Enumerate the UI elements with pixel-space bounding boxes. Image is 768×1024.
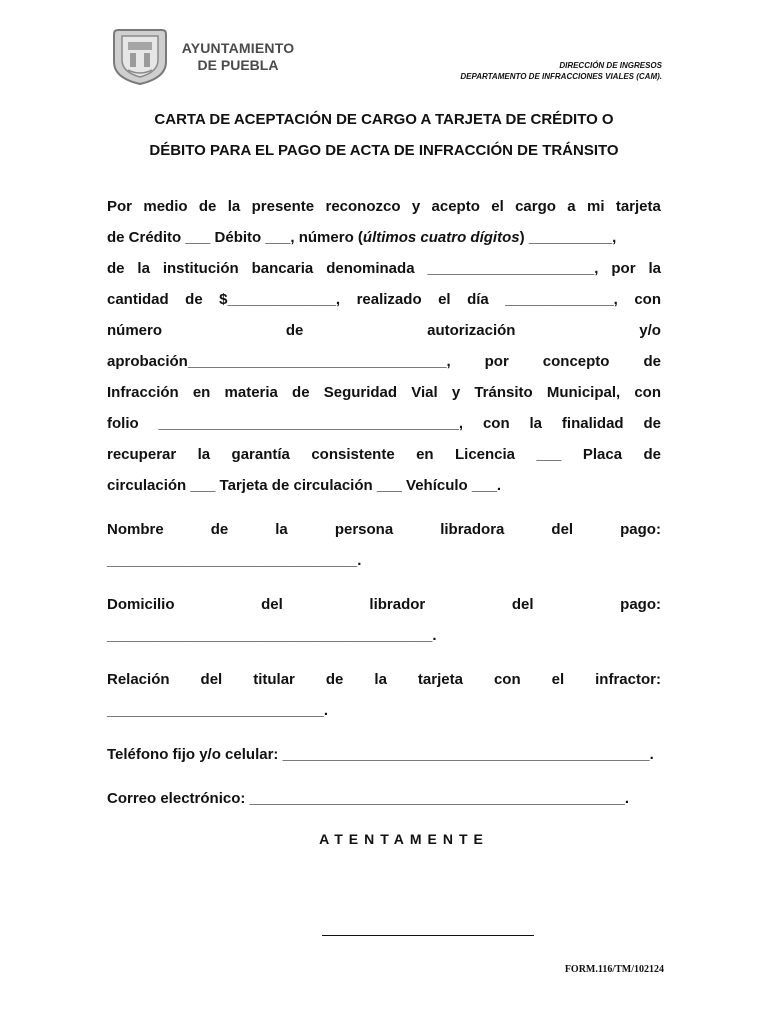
word: con: [634, 291, 661, 308]
phone-field[interactable]: Teléfono fijo y/o celular: ____________________________________________.: [107, 746, 654, 763]
body-line-2: [107, 222, 661, 253]
phone-section: [107, 739, 661, 770]
word: infractor:: [595, 671, 661, 688]
word: Licencia: [455, 446, 516, 463]
word: del: [261, 596, 283, 613]
payer-address-section: [107, 589, 661, 651]
word: bancaria: [251, 260, 314, 277]
word: Domicilio: [107, 596, 175, 613]
word: cargo: [515, 198, 556, 215]
word: librador: [369, 596, 426, 613]
relationship-field[interactable]: __________________________.: [107, 702, 329, 719]
word: por: [484, 353, 509, 370]
word: Infracción: [107, 384, 179, 401]
word: en: [192, 384, 211, 401]
body-line-2a: de Crédito ___ Débito ___, número (: [107, 229, 363, 246]
word: con: [493, 671, 521, 688]
payer-name-label: [107, 514, 661, 545]
word: de: [325, 671, 344, 688]
word: autorización: [427, 322, 516, 339]
payer-name-field[interactable]: ______________________________.: [107, 552, 362, 569]
document-title: [60, 104, 708, 166]
word: consistente: [311, 446, 395, 463]
word: ___: [536, 446, 562, 463]
body-line-3: [107, 253, 661, 284]
word: a: [567, 198, 576, 215]
body-line-8: [107, 408, 661, 439]
word: Nombre: [107, 521, 164, 538]
body-line-1: [107, 191, 661, 222]
word: Municipal,: [546, 384, 621, 401]
body-line-7: [107, 377, 661, 408]
title-line-2: DÉBITO PARA EL PAGO DE ACTA DE INFRACCIÓN DE TRÁNSITO: [149, 142, 619, 159]
dept-line-1: DIRECCIÓN DE INGRESOS: [559, 61, 662, 70]
word: del: [511, 596, 534, 613]
word: realizado: [356, 291, 422, 308]
word: finalidad: [561, 415, 624, 432]
word: titular: [253, 671, 295, 688]
email-section: [107, 783, 661, 814]
word: de: [210, 521, 229, 538]
word: y: [411, 198, 421, 215]
word: ____________________,: [427, 260, 599, 277]
word: $_____________,: [219, 291, 341, 308]
word: la: [137, 260, 150, 277]
email-field[interactable]: Correo electrónico: _____________________________________________.: [107, 790, 630, 807]
word: tarjeta: [417, 671, 463, 688]
word: de: [292, 384, 310, 401]
payer-address-field[interactable]: _______________________________________.: [107, 627, 437, 644]
word: Seguridad: [323, 384, 398, 401]
word: Vial: [411, 384, 438, 401]
word: y: [451, 384, 461, 401]
word: pago:: [620, 521, 661, 538]
word: reconozco: [325, 198, 401, 215]
body-line-10: circulación ___ Tarjeta de circulación ___ Vehículo ___.: [107, 477, 502, 494]
word: el: [551, 671, 565, 688]
org-line-1: AYUNTAMIENTO: [181, 40, 295, 56]
word: folio: [107, 415, 139, 432]
word: con: [482, 415, 510, 432]
word: de: [185, 291, 203, 308]
word: de: [643, 353, 661, 370]
word: libradora: [440, 521, 505, 538]
word: de: [643, 415, 661, 432]
word: presente: [251, 198, 315, 215]
word: de: [285, 322, 304, 339]
word: el: [438, 291, 451, 308]
word: por: [611, 260, 636, 277]
word: la: [227, 198, 241, 215]
document-body: [107, 191, 661, 814]
word: Placa: [582, 446, 623, 463]
word: la: [197, 446, 211, 463]
word: de: [643, 446, 661, 463]
word: cantidad: [107, 291, 169, 308]
word: en: [416, 446, 434, 463]
word: pago:: [620, 596, 661, 613]
body-line-9: [107, 439, 661, 470]
organization-name: [178, 40, 298, 74]
word: de: [198, 198, 217, 215]
word: aprobación_______________________________,: [107, 353, 451, 370]
word: garantía: [231, 446, 290, 463]
word: la: [374, 671, 387, 688]
body-line-2c: ) __________,: [519, 229, 617, 246]
word: mi: [586, 198, 605, 215]
word: del: [200, 671, 223, 688]
closing-salutation: ATENTAMENTE: [319, 831, 489, 847]
word: número: [107, 322, 163, 339]
word: Tránsito: [474, 384, 533, 401]
payer-address-label: [107, 589, 661, 620]
word: acepto: [431, 198, 480, 215]
word: Por: [107, 198, 133, 215]
word: día: [467, 291, 489, 308]
word: institución: [162, 260, 239, 277]
word: materia: [224, 384, 278, 401]
word: Relación: [107, 671, 170, 688]
body-line-6: [107, 346, 661, 377]
word: concepto: [542, 353, 610, 370]
word: de: [107, 260, 125, 277]
org-line-2: DE PUEBLA: [197, 57, 279, 73]
word: y/o: [639, 322, 661, 339]
word: del: [551, 521, 574, 538]
dept-line-2: DEPARTAMENTO DE INFRACCIONES VIALES (CAM).: [460, 72, 662, 81]
body-line-4: [107, 284, 661, 315]
word: ____________________________________,: [158, 415, 464, 432]
payer-name-section: [107, 514, 661, 576]
body-line-2b: últimos cuatro dígitos: [362, 229, 520, 246]
coat-of-arms-icon: [110, 26, 170, 86]
word: medio: [143, 198, 188, 215]
word: la: [648, 260, 661, 277]
word: denominada: [326, 260, 415, 277]
word: _____________,: [505, 291, 618, 308]
title-line-1: CARTA DE ACEPTACIÓN DE CARGO A TARJETA DE CRÉDITO O: [154, 111, 614, 128]
word: recuperar: [107, 446, 177, 463]
relationship-section: [107, 664, 661, 726]
word: con: [634, 384, 661, 401]
word: persona: [334, 521, 394, 538]
word: la: [529, 415, 543, 432]
form-code: FORM.116/TM/102124: [564, 964, 664, 975]
department-header: [460, 60, 662, 82]
word: el: [491, 198, 504, 215]
signature-line[interactable]: [322, 935, 534, 936]
word: tarjeta: [615, 198, 661, 215]
word: la: [275, 521, 288, 538]
body-line-5: [107, 315, 661, 346]
relationship-label: [107, 664, 661, 695]
